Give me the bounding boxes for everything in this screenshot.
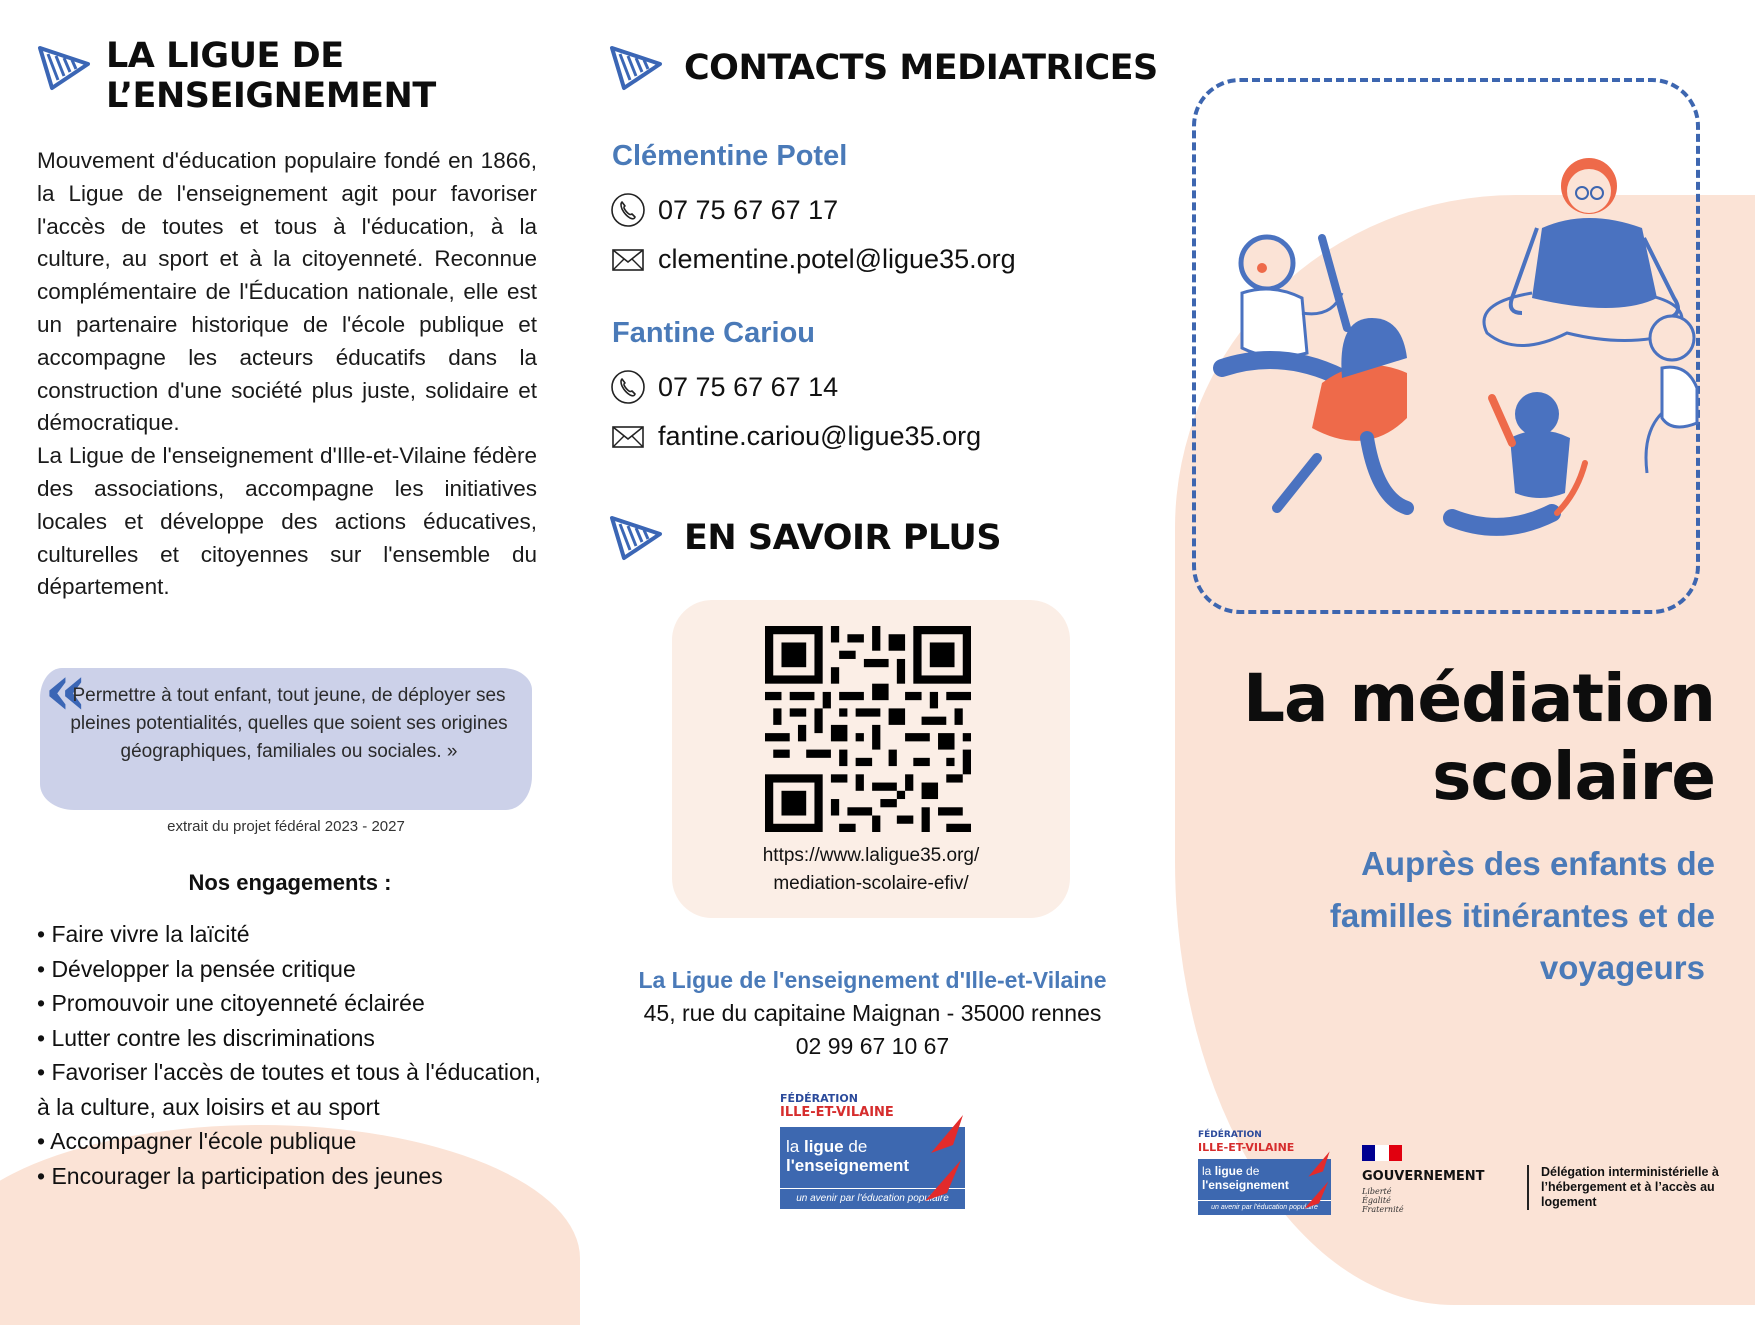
main-title: [1243, 660, 1715, 816]
engagements-title: Nos engagements :: [188, 870, 392, 895]
logo-federation: FÉDÉRATION: [1198, 1130, 1262, 1140]
subtitle-line3: voyageurs: [1539, 949, 1705, 986]
website-url-line2: mediation-scolaire-efiv/: [773, 873, 969, 894]
org-name: La Ligue de l'enseignement d'Ille-et-Vilaine: [638, 967, 1107, 993]
logo-name: la ligue de l'enseignement: [1202, 1164, 1289, 1192]
children-illustration: [1192, 78, 1752, 614]
contact-name: Fantine Cariou: [612, 317, 816, 349]
logo-name: la ligue de l'enseignement: [786, 1137, 910, 1175]
gov-motto: Liberté Égalité Fraternité: [1362, 1187, 1404, 1214]
logo-blue-block: [1198, 1159, 1331, 1215]
phone-icon: [610, 192, 646, 228]
list-item: • Développer la pensée critique: [37, 955, 356, 982]
list-item: • Promouvoir une citoyenneté éclairée: [37, 990, 425, 1016]
contact-name: Clémentine Potel: [612, 140, 848, 172]
ligue-title-line1: LA LIGUE DE: [106, 36, 344, 76]
contact-email[interactable]: [610, 239, 1016, 279]
description-paragraph-1: Mouvement d'éducation populaire fondé en 1866, la Ligue de l'enseignement agit pour favoriser l'accès de toutes et tous à l'éducation, à la culture, au sport et à la citoyenneté. Reconnue complémentaire de l'Éducation nationale, elle est un partenaire historique de l'école publique et accompagne les acteurs éducatifs dans la construction d'une société plus juste, solidaire et démocratique.: [37, 148, 537, 436]
org-phone[interactable]: 02 99 67 10 67: [795, 1033, 950, 1059]
ligue-title-line2: L’ENSEIGNEMENT: [106, 76, 436, 116]
subtitle-line1: Auprès des enfants de: [1361, 845, 1715, 882]
contact-phone-text: 07 75 67 67 17: [658, 194, 839, 225]
contact-email[interactable]: [610, 416, 981, 456]
ligue-logo: [780, 1092, 965, 1209]
contacts-title: CONTACTS MEDIATRICES: [684, 48, 1158, 88]
ligue-logo-small: [1198, 1130, 1331, 1215]
mail-icon: [610, 418, 646, 454]
subtitle-line2: familles itinérantes et de: [1329, 897, 1715, 934]
logo-tagline: un avenir par l'éducation populaire: [1198, 1200, 1331, 1215]
org-address: 45, rue du capitaine Maignan - 35000 rennes: [643, 1000, 1102, 1026]
list-item: • Accompagner l'école publique: [37, 1128, 357, 1154]
triangle-icon: [36, 44, 92, 92]
triangle-icon: [608, 44, 664, 92]
mail-icon: [610, 241, 646, 277]
main-title-line1: La médiation: [1242, 660, 1715, 737]
qr-code[interactable]: [765, 626, 971, 832]
contact-phone-text: 07 75 67 67 14: [658, 371, 839, 402]
website-url[interactable]: [672, 842, 1070, 898]
engagements-list: [37, 917, 557, 1193]
triangle-icon: [608, 514, 664, 562]
list-item: • Faire vivre la laïcité: [37, 921, 250, 947]
quote-source: extrait du projet fédéral 2023 - 2027: [167, 818, 405, 835]
list-item: • Encourager la participation des jeunes: [37, 1162, 443, 1189]
description-paragraph-2: La Ligue de l'enseignement d'Ille-et-Vilaine fédère des associations, accompagne les initiatives locales et développe des actions éducatives, culturelles et citoyennes sur l'ensemble du département.: [37, 443, 537, 600]
logo-blue-block: [780, 1127, 965, 1209]
website-url-line1: https://www.laligue35.org/: [762, 845, 980, 866]
logo-arrow-icon: [911, 1115, 971, 1210]
more-info-title: EN SAVOIR PLUS: [684, 518, 1002, 558]
logo-tagline: un avenir par l'éducation populaire: [780, 1188, 965, 1209]
gov-label: GOUVERNEMENT: [1362, 1169, 1485, 1184]
marianne-flag-icon: [1362, 1145, 1402, 1161]
contact-phone[interactable]: [610, 190, 838, 230]
logo-federation: FÉDÉRATION: [780, 1092, 858, 1105]
logo-arrow-icon: [1295, 1151, 1335, 1215]
gouvernement-logo: [1362, 1145, 1485, 1214]
phone-icon: [610, 369, 646, 405]
contact-email-text: fantine.cariou@ligue35.org: [658, 420, 982, 451]
list-item: • Lutter contre les discriminations: [37, 1024, 375, 1051]
logo-department: ILLE-ET-VILAINE: [780, 1105, 894, 1120]
delegation-label: Délégation interministérielle à l’hébergement et à l’accès au logement: [1527, 1165, 1746, 1210]
contact-phone[interactable]: [610, 367, 838, 407]
quote-open-icon: «: [44, 648, 88, 731]
contact-email-text: clementine.potel@ligue35.org: [658, 243, 1016, 274]
ligue-description: [37, 145, 537, 604]
subtitle: [1195, 838, 1715, 994]
ligue-title: [106, 36, 436, 116]
quote-text: Permettre à tout enfant, tout jeune, de déployer ses pleines potentialités, quelles que soient ses origines géographiques, familiales ou sociales. »: [70, 685, 508, 762]
main-title-line2: scolaire: [1432, 738, 1715, 815]
logo-department: ILLE-ET-VILAINE: [1198, 1141, 1295, 1154]
list-item: • Favoriser l'accès de toutes et tous à l'éducation, à la culture, aux loisirs et au sport: [37, 1059, 541, 1120]
